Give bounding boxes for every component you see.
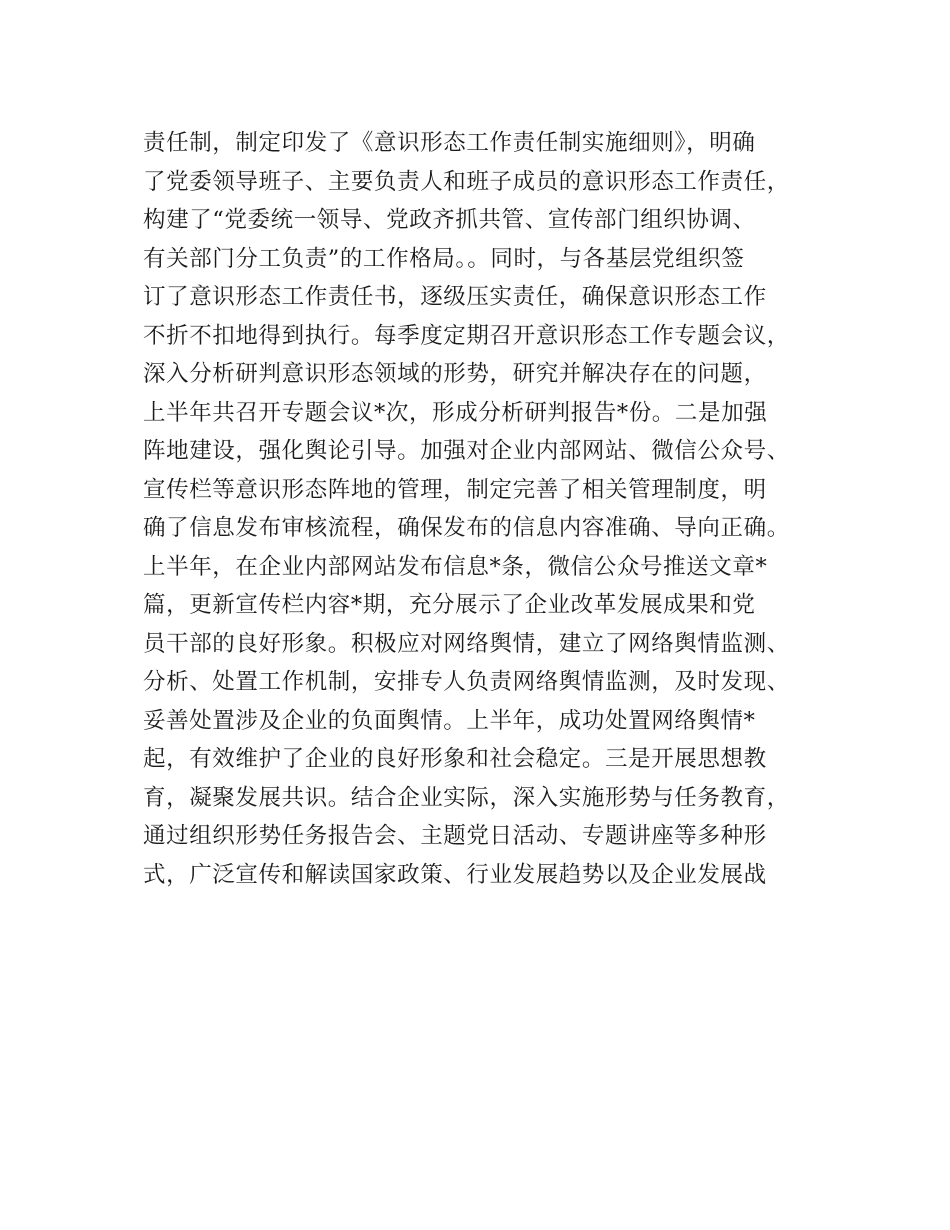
text-line: 式，广泛宣传和解读国家政策、行业发展趋势以及企业发展战 (143, 861, 767, 888)
text-line: 上半年共召开专题会议*次，形成分析研判报告*份。二是加强 (143, 399, 768, 426)
text-line: 分析、处置工作机制，安排专人负责网络舆情监测，及时发现、 (143, 669, 790, 695)
text-line: 责任制，制定印发了《意识形态工作责任制实施细则》，明确 (143, 130, 756, 156)
text-line: 订了意识形态工作责任书，逐级压实责任，确保意识形态工作 (143, 284, 767, 310)
text-line: 阵地建设，强化舆论引导。加强对企业内部网站、微信公众号、 (143, 438, 790, 464)
text-line: 构建了“党委统一领导、党政齐抓共管、宣传部门组织协调、 (143, 207, 756, 233)
text-line: 上半年，在企业内部网站发布信息*条，微信公众号推送文章* (143, 553, 768, 580)
text-line: 了党委领导班子、主要负责人和班子成员的意识形态工作责任， (143, 168, 790, 195)
text-line: 宣传栏等意识形态阵地的管理，制定完善了相关管理制度，明 (143, 476, 767, 503)
text-line: 育，凝聚发展共识。结合企业实际，深入实施形势与任务教育， (143, 784, 790, 811)
text-line: 起，有效维护了企业的良好形象和社会稳定。三是开展思想教 (143, 746, 767, 772)
text-line: 员干部的良好形象。积极应对网络舆情，建立了网络舆情监测、 (143, 630, 790, 657)
text-line: 不折不扣地得到执行。每季度定期召开意识形态工作专题会议， (143, 322, 790, 349)
text-line: 妥善处置涉及企业的负面舆情。上半年，成功处置网络舆情* (143, 707, 756, 734)
text-line: 深入分析研判意识形态领域的形势，研究并解决存在的问题， (143, 361, 767, 387)
text-line: 有关部门分工负责”的工作格局。。同时，与各基层党组织签 (143, 245, 745, 272)
text-line: 篇，更新宣传栏内容*期，充分展示了企业改革发展成果和党 (143, 592, 756, 618)
body-text (143, 124, 843, 894)
text-line: 通过组织形势任务报告会、主题党日活动、专题讲座等多种形 (143, 823, 767, 849)
text-line: 确了信息发布审核流程，确保发布的信息内容准确、导向正确。 (143, 515, 790, 541)
